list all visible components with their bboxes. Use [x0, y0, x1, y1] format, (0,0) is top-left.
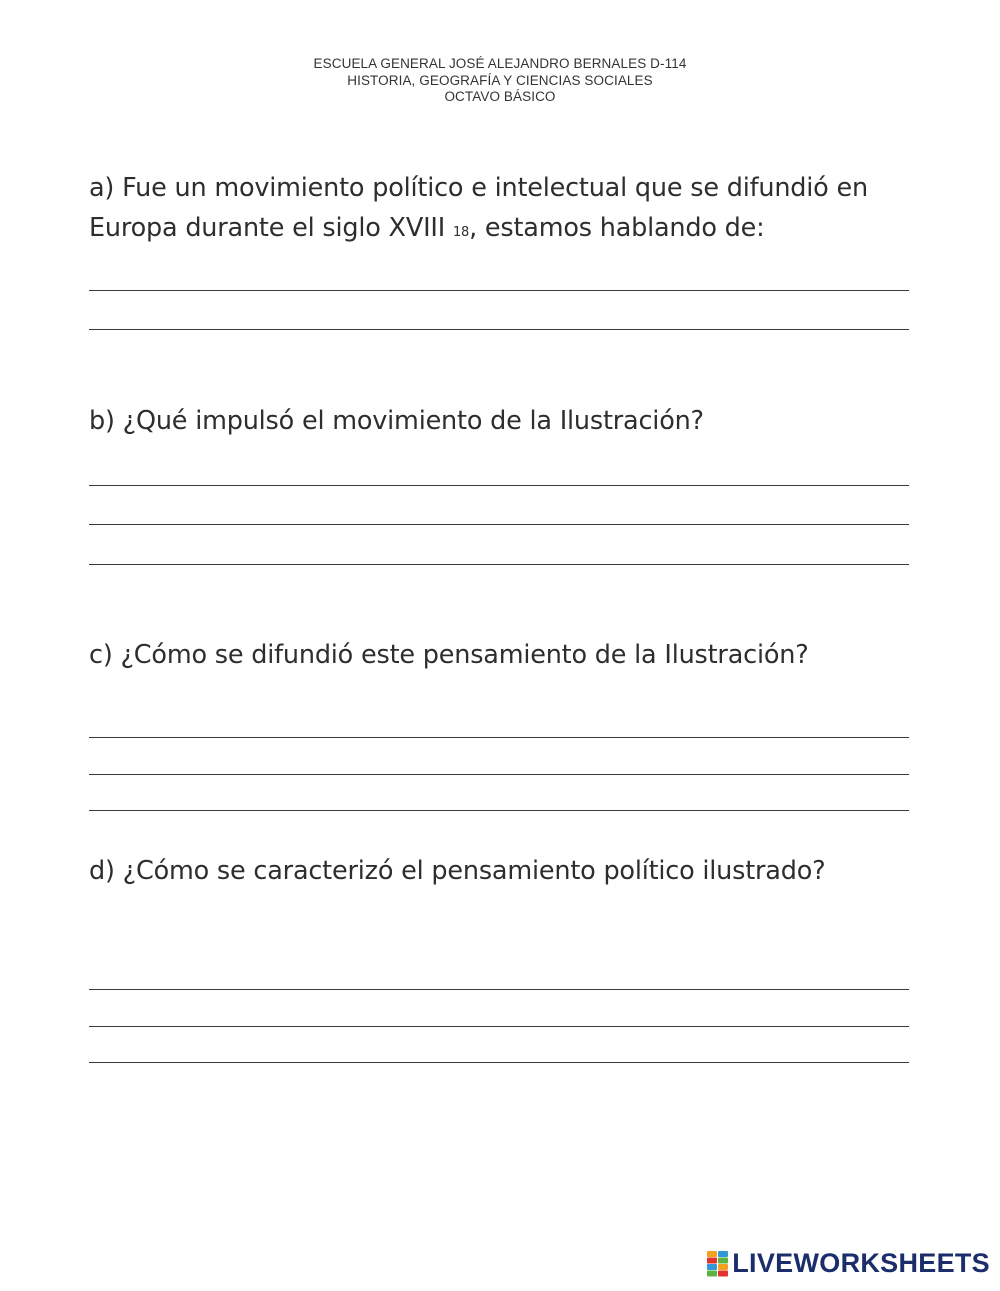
answer-line-b-1[interactable]: [89, 485, 909, 486]
answer-line-a-1[interactable]: [89, 290, 909, 291]
answer-line-c-1[interactable]: [89, 737, 909, 738]
answer-line-c-2[interactable]: [89, 774, 909, 775]
subject-name: HISTORIA, GEOGRAFÍA Y CIENCIAS SOCIALES: [347, 72, 653, 88]
question-a: [89, 168, 909, 253]
question-a-text-part2: , estamos hablando de:: [469, 213, 765, 243]
grade-level: OCTAVO BÁSICO: [444, 89, 556, 104]
answer-line-b-3[interactable]: [89, 564, 909, 565]
liveworksheets-logo-icon: [706, 1251, 730, 1277]
document-header: [0, 56, 1000, 106]
question-c: c) ¿Cómo se difundió este pensamiento de la Ilustración?: [89, 640, 809, 670]
school-name: ESCUELA GENERAL JOSÉ ALEJANDRO BERNALES D-114: [313, 56, 687, 71]
liveworksheets-brand: [706, 1250, 990, 1277]
answer-line-d-1[interactable]: [89, 989, 909, 990]
brand-name: LIVEWORKSHEETS: [732, 1248, 990, 1278]
question-d: d) ¿Cómo se caracterizó el pensamiento político ilustrado?: [89, 856, 826, 886]
answer-line-d-2[interactable]: [89, 1026, 909, 1027]
question-a-century-number: 18: [452, 225, 470, 240]
answer-line-b-2[interactable]: [89, 524, 909, 525]
question-b: b) ¿Qué impulsó el movimiento de la Ilustración?: [89, 406, 704, 436]
answer-line-c-3[interactable]: [89, 810, 909, 811]
question-a-text-part1: a) Fue un movimiento político e intelectual que se difundió en Europa durante el siglo XVIII: [89, 173, 868, 243]
answer-line-d-3[interactable]: [89, 1062, 909, 1063]
answer-line-a-2[interactable]: [89, 329, 909, 330]
